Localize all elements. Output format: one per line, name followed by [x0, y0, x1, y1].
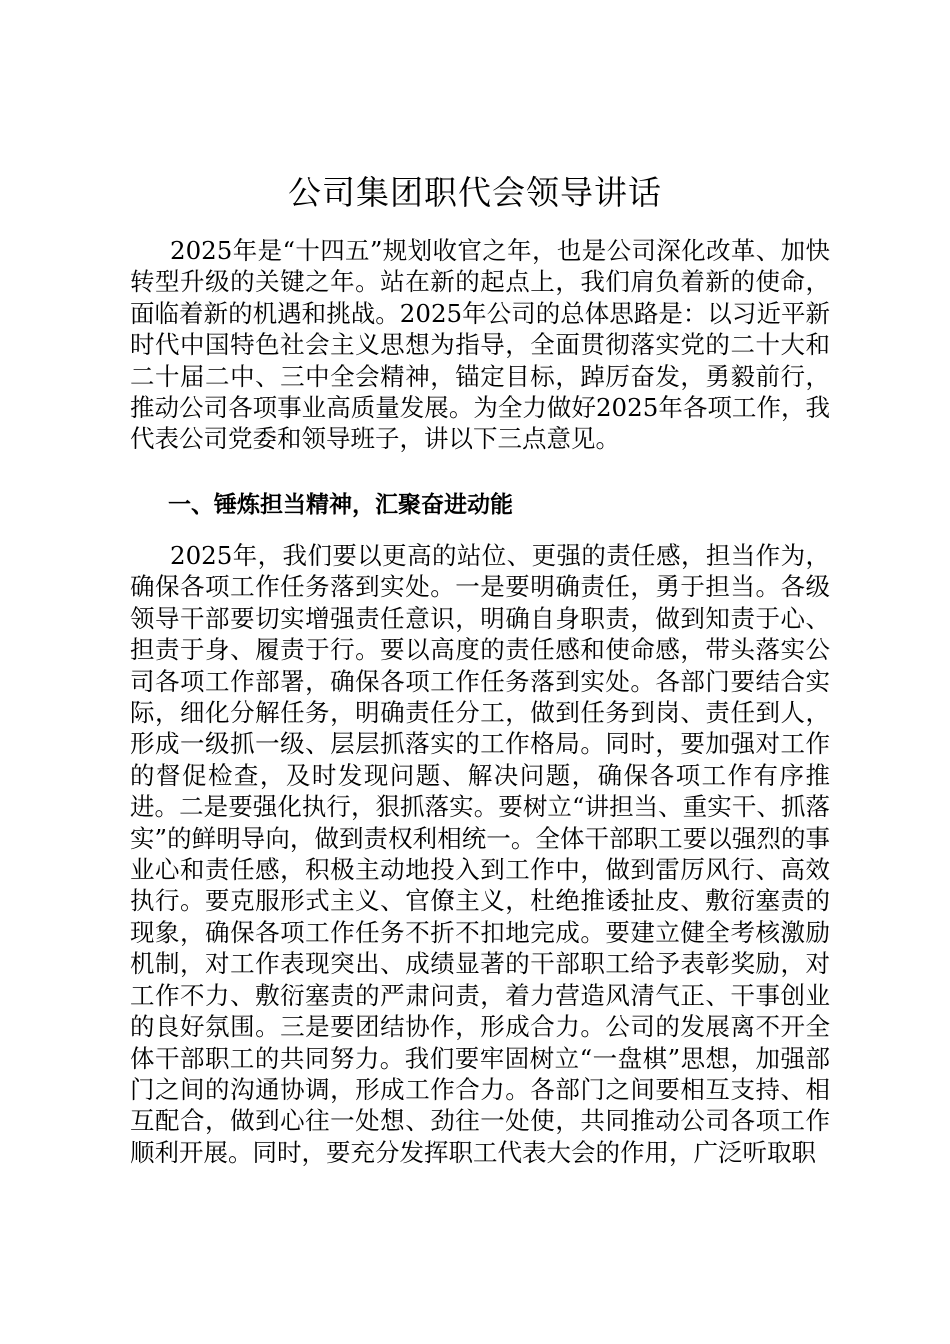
section-heading: 一、锤炼担当精神，汇聚奋进动能 [168, 492, 513, 518]
section-body-paragraph: 2025年，我们要以更高的站位、更强的责任感，担当作为，确保各项工作任务落到实处。一是要明确责任，勇于担当。各级领导干部要切实增强责任意识，明确自身职责，做到知责于心、担责于身、履责于行。要以高度的责任感和使命感，带头落实公司各项工作部署，确保各项工作任务落到实处。各部门要结合实际，细化分解任务，明确责任分工，做到任务到岗、责任到人，形成一级抓一级、层层抓落实的工作格局。同时，要加强对工作的督促检查，及时发现问题、解决问题，确保各项工作有序推进。二是要强化执行，狠抓落实。要树立“讲担当、重实干、抓落实”的鲜明导向，做到责权利相统一。全体干部职工要以强烈的事业心和责任感，积极主动地投入到工作中，做到雷厉风行、高效执行。要克服形式主义、官僚主义，杜绝推诿扯皮、敷衍塞责的现象，确保各项工作任务不折不扣地完成。要建立健全考核激励机制，对工作表现突出、成绩显著的干部职工给予表彰奖励，对工作不力、敷衍塞责的严肃问责，着力营造风清气正、干事创业的良好氛围。三是要团结协作，形成合力。公司的发展离不开全体干部职工的共同努力。我们要牢固树立“一盘棋”思想，加强部门之间的沟通协调，形成工作合力。各部门之间要相互支持、相互配合，做到心往一处想、劲往一处使，共同推动公司各项工作顺利开展。同时，要充分发挥职工代表大会的作用，广泛听取职 [130, 541, 830, 1167]
intro-paragraph: 2025年是“十四五”规划收官之年，也是公司深化改革、加快转型升级的关键之年。站在新的起点上，我们肩负着新的使命，面临着新的机遇和挑战。2025年公司的总体思路是：以习近平新时代中国特色社会主义思想为指导，全面贯彻落实党的二十大和二十届二中、三中全会精神，锚定目标，踔厉奋发，勇毅前行，推动公司各项事业高质量发展。为全力做好2025年各项工作，我代表公司党委和领导班子，讲以下三点意见。 [130, 236, 830, 454]
document-title: 公司集团职代会领导讲话 [288, 173, 662, 212]
